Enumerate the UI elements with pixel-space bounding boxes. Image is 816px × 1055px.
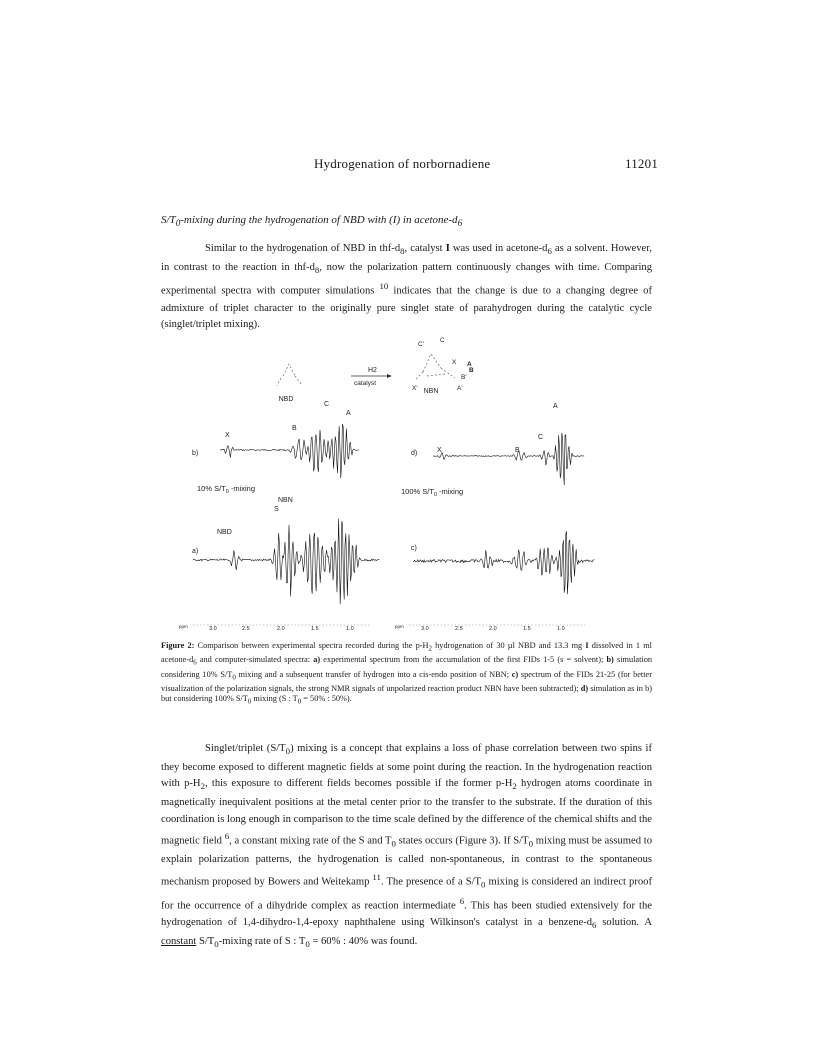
scheme-catalyst-label: catalyst: [354, 380, 377, 387]
label-c-prime: C': [418, 341, 424, 348]
axis-right-tick-3.0: 3.0: [421, 626, 429, 632]
peak-b-c: C: [324, 401, 330, 408]
axis-left-tick-3.0: 3.0: [209, 626, 217, 632]
axis-left-tick-1.5: 1.5: [311, 626, 319, 632]
scheme-nbd-label: NBD: [278, 396, 294, 403]
spectra-traces: [193, 424, 595, 604]
trace-b: [220, 424, 359, 478]
label-c: C: [440, 337, 445, 344]
paragraph-1-text: Similar to the hydrogenation of NBD in thf-$d_8$, catalyst I was used in acetone-$d_6$ as a solvent. However, in contrast to the reaction in thf-$d_8$, now the polarization pattern continuously changes with time. Comparing experimental spectra with computer simulations $^{10}$ indicates that the change is due to a changing degree of admixture of triplet character to the originally pure singlet state of parahydrogen during the catalytic cycle (singlet/triplet mixing).: [161, 243, 652, 331]
axis-right-tick-1.5: 1.5: [523, 626, 531, 632]
panel-label-c: c): [411, 545, 417, 552]
label-a: A: [467, 361, 472, 368]
peak-d-x: X: [437, 447, 442, 454]
paragraph-2-text: Singlet/triplet $(S/T_0)$ mixing is a concept that explains a loss of phase correlation between two spins if they become exposed to different magnetic fields at some point during the reaction. In the hydrogenation reaction with $p-H_2$, this exposure to different fields becomes possible if the former $p-H_2$ hydrogen atoms coordinate in magnetically inequivalent positions at the metal center prior to the transfer to the substrate. If the duration of this coordination is long enough in comparison to the time scale defined by the difference of the chemical shifts and the magnetic field $^6$, a constant mixing rate of the S and $T_0$ states occurs (Figure 3). If $S/T_0$ mixing must be assumed to explain polarization patterns, the hydrogenation is called non-spontaneous, in contrast to the spontaneous mechanism proposed by Bowers and Weitekamp $^{11}$. The presence of a $S/T_0$ mixing is considered an indirect proof for the occurrence of a dihydride complex as reaction intermediate $^6$. This has been studied extensively for the hydrogenation of 1,4-dihydro-1,4-epoxy naphthalene using Wilkinson's catalyst in a benzene-$d_6$ solution. A constant $S/T_0$-mixing rate of S : $T_0 = 60\%$ : 40% was found.: [161, 743, 652, 950]
reaction-scheme: [277, 337, 474, 403]
reaction-arrowhead: [387, 374, 392, 378]
peak-d-b: B: [515, 447, 520, 454]
mixing-label-10: 10% $S/T_0$ -mixing: [197, 484, 255, 495]
axis-left-tick-2.5: 2.5: [242, 626, 250, 632]
axis-right-tick-1.0: 1.0: [557, 626, 565, 632]
axis-left-tick-2.0: 2.0: [277, 626, 285, 632]
peak-b-x: X: [225, 432, 230, 439]
trace-d: [433, 433, 584, 485]
axis-right-tick-2.5: 2.5: [455, 626, 463, 632]
peak-a-s: S: [274, 506, 279, 513]
peak-a-nbn: NBN: [278, 497, 293, 504]
running-title: Hydrogenation of norbornadiene: [314, 156, 491, 171]
trace-c: [413, 531, 595, 594]
axis-left-unit: ppm: [179, 624, 188, 629]
label-b-prime: B': [461, 374, 467, 381]
label-x-prime: X': [412, 385, 418, 392]
peak-b-a: A: [346, 410, 351, 417]
paragraph-2: [161, 741, 652, 953]
mixing-label-100: 100% $S/T_0$ -mixing: [401, 487, 464, 498]
peak-d-c: C: [538, 434, 544, 441]
nbd-structure: [277, 364, 301, 386]
axis-left-tick-1.0: 1.0: [346, 626, 354, 632]
label-x: X: [452, 359, 457, 366]
axis-right-tick-2.0: 2.0: [489, 626, 497, 632]
paragraph-1: [161, 241, 652, 334]
scheme-h2-label: H2: [368, 367, 377, 374]
panel-label-d: d): [411, 450, 418, 457]
page-number: 11201: [625, 156, 659, 171]
axis-left: [179, 624, 370, 632]
section-title: $S/T_0$-mixing during the hydrogenation of NBD with (I) in acetone-$d_6$: [161, 214, 463, 229]
label-b: B: [469, 367, 474, 374]
axis-right: [395, 624, 585, 632]
panel-label-b: b): [192, 450, 199, 457]
peak-d-a: A: [553, 403, 558, 410]
label-a-prime: A': [457, 385, 463, 392]
nbn-structure: [415, 354, 455, 380]
panel-label-a: a): [192, 548, 199, 555]
peak-b-b: B: [292, 425, 297, 432]
scheme-nbn-label: NBN: [423, 388, 439, 395]
axis-right-unit: ppm: [395, 624, 404, 629]
peak-a-nbd: NBD: [217, 529, 232, 536]
figure-caption: Figure 2: Comparison between experimental spectra recorded during the $p-H_2$ hydrogenation of 30 µl NBD and 13.3 mg I dissolved in 1 ml acetone-$d_6$ and computer-simulated spectra: a) experimental spectrum from the accumulation of the first FIDs 1-5 (s = solvent); b) simulation considering 10% $S/T_0$ mixing and a subsequent transfer of hydrogen into a cis-endo position of NBN; c) spectrum of the FIDs 21-25 (for better visualization of the polarization signals, the strong NMR signals of unpolarized reaction product NBN have been subtracted); d) simulation as in b) but considering 100% $S/T_0$ mixing (S : $T_0 = 50\%$ : 50%).: [161, 641, 652, 706]
figure-2: [165, 328, 655, 632]
